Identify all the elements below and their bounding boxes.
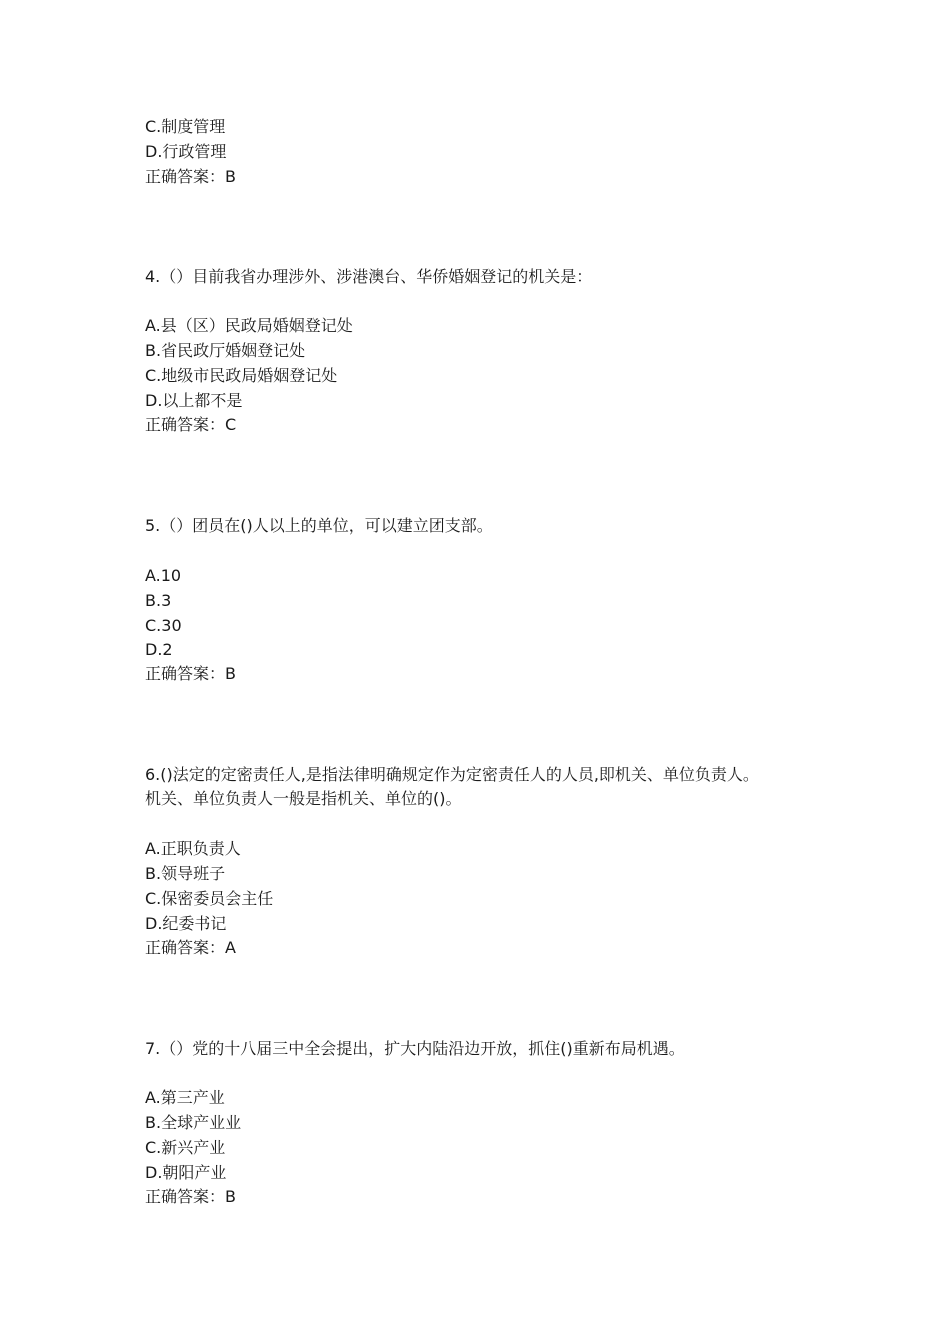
q5-answer: 正确答案：B — [145, 664, 236, 683]
q6-answer: 正确答案：A — [145, 938, 236, 957]
q4-stem: 4.（）目前我省办理涉外、涉港澳台、华侨婚姻登记的机关是： — [145, 267, 593, 286]
q4-option-d: D.以上都不是 — [145, 391, 243, 410]
q7-option-c: C.新兴产业 — [145, 1138, 226, 1157]
q7-answer: 正确答案：B — [145, 1187, 236, 1206]
q7-option-a: A.第三产业 — [145, 1088, 225, 1107]
q7-option-b: B.全球产业业 — [145, 1113, 242, 1132]
q3-answer: 正确答案：B — [145, 167, 236, 186]
q3-option-d: D.行政管理 — [145, 142, 227, 161]
q6-option-d: D.纪委书记 — [145, 914, 227, 933]
q6-stem-line-2: 机关、单位负责人一般是指机关、单位的()。 — [145, 789, 462, 808]
q4-option-b: B.省民政厅婚姻登记处 — [145, 341, 306, 360]
q4-option-c: C.地级市民政局婚姻登记处 — [145, 366, 338, 385]
q4-answer: 正确答案：C — [145, 415, 237, 434]
q5-option-c: C.30 — [145, 616, 182, 635]
q7-stem: 7.（）党的十八届三中全会提出，扩大内陆沿边开放，抓住()重新布局机遇。 — [145, 1039, 685, 1058]
q6-option-a: A.正职负责人 — [145, 839, 241, 858]
q6-stem-line-1: 6.()法定的定密责任人,是指法律明确规定作为定密责任人的人员,即机关、单位负责人。 — [145, 765, 759, 784]
q3-option-c: C.制度管理 — [145, 117, 226, 136]
q4-option-a: A.县（区）民政局婚姻登记处 — [145, 316, 353, 335]
q6-option-b: B.领导班子 — [145, 864, 226, 883]
q7-option-d: D.朝阳产业 — [145, 1163, 227, 1182]
q5-stem: 5.（）团员在()人以上的单位，可以建立团支部。 — [145, 516, 493, 535]
q5-option-a: A.10 — [145, 566, 182, 585]
q5-option-d: D.2 — [145, 640, 173, 659]
q6-option-c: C.保密委员会主任 — [145, 889, 274, 908]
q5-option-b: B.3 — [145, 591, 172, 610]
